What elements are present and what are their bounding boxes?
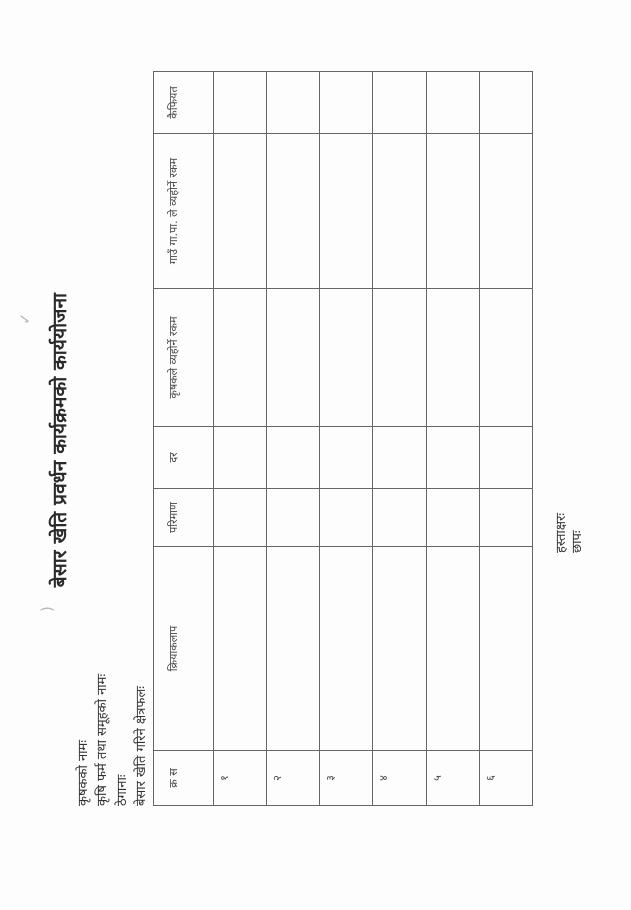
serial-cell: ५ xyxy=(426,751,479,806)
table-cell[interactable] xyxy=(479,547,532,751)
table-cell[interactable] xyxy=(373,72,426,134)
column-header-rate: दर xyxy=(154,427,214,489)
table-cell[interactable] xyxy=(426,547,479,751)
table-cell[interactable] xyxy=(267,489,320,547)
table-cell[interactable] xyxy=(373,289,426,427)
column-header-serial: क्र स xyxy=(154,751,214,806)
table-cell[interactable] xyxy=(426,489,479,547)
table-cell[interactable] xyxy=(214,547,267,751)
table-cell[interactable] xyxy=(373,134,426,289)
table-cell[interactable] xyxy=(373,547,426,751)
table-header-row xyxy=(154,72,214,806)
farmer-name-label: कृषकको नामः xyxy=(76,740,91,806)
table-cell[interactable] xyxy=(373,427,426,489)
table-row xyxy=(479,72,532,806)
table-cell[interactable] xyxy=(373,489,426,547)
table-row xyxy=(426,72,479,806)
stamp-label: छापः xyxy=(570,530,585,553)
table-cell[interactable] xyxy=(479,427,532,489)
table-cell[interactable] xyxy=(479,72,532,134)
table-cell[interactable] xyxy=(214,427,267,489)
scan-mark: ) xyxy=(38,606,56,612)
table-cell[interactable] xyxy=(267,289,320,427)
table-cell[interactable] xyxy=(267,427,320,489)
table-cell[interactable] xyxy=(426,134,479,289)
table-cell[interactable] xyxy=(267,547,320,751)
table-cell[interactable] xyxy=(320,427,373,489)
table-cell[interactable] xyxy=(479,134,532,289)
scan-mark: ✓ xyxy=(16,312,34,325)
column-header-municipality-amount: गाउँ गा.पा. ले व्यहोर्ने रकम xyxy=(154,134,214,289)
table-cell[interactable] xyxy=(214,489,267,547)
table-cell[interactable] xyxy=(426,72,479,134)
column-header-remarks: कैफियत xyxy=(154,72,214,134)
table-cell[interactable] xyxy=(267,134,320,289)
table-cell[interactable] xyxy=(320,489,373,547)
table-cell[interactable] xyxy=(426,427,479,489)
table-cell[interactable] xyxy=(214,289,267,427)
serial-cell: ३ xyxy=(320,751,373,806)
column-header-activity: क्रियाकलाप xyxy=(154,547,214,751)
serial-cell: १ xyxy=(214,751,267,806)
cultivation-area-label: बेसार खेति गरिने क्षेत्रफलः xyxy=(134,686,149,806)
table-row xyxy=(373,72,426,806)
table-cell[interactable] xyxy=(267,72,320,134)
table-cell[interactable] xyxy=(426,289,479,427)
address-label: ठेगानाः xyxy=(115,774,130,806)
table-row xyxy=(320,72,373,806)
document-title: बेसार खेति प्रवर्धन कार्यक्रमको कार्ययोजना xyxy=(49,292,71,588)
table-cell[interactable] xyxy=(214,72,267,134)
serial-cell: ६ xyxy=(479,751,532,806)
table-cell[interactable] xyxy=(214,134,267,289)
serial-cell: ४ xyxy=(373,751,426,806)
serial-cell: २ xyxy=(267,751,320,806)
action-plan-table xyxy=(153,71,533,806)
table-cell[interactable] xyxy=(479,289,532,427)
table-cell[interactable] xyxy=(320,289,373,427)
table-cell[interactable] xyxy=(320,72,373,134)
table-cell[interactable] xyxy=(320,547,373,751)
column-header-farmer-amount: कृषकले व्यहोर्ने रकम xyxy=(154,289,214,427)
signature-label: हस्ताक्षरः xyxy=(554,512,569,553)
table-cell[interactable] xyxy=(479,489,532,547)
table-cell[interactable] xyxy=(320,134,373,289)
table-row xyxy=(214,72,267,806)
table-row xyxy=(267,72,320,806)
farm-group-name-label: कृषि फर्म तथा समूहको नामः xyxy=(95,673,110,806)
column-header-quantity: परिमाण xyxy=(154,489,214,547)
